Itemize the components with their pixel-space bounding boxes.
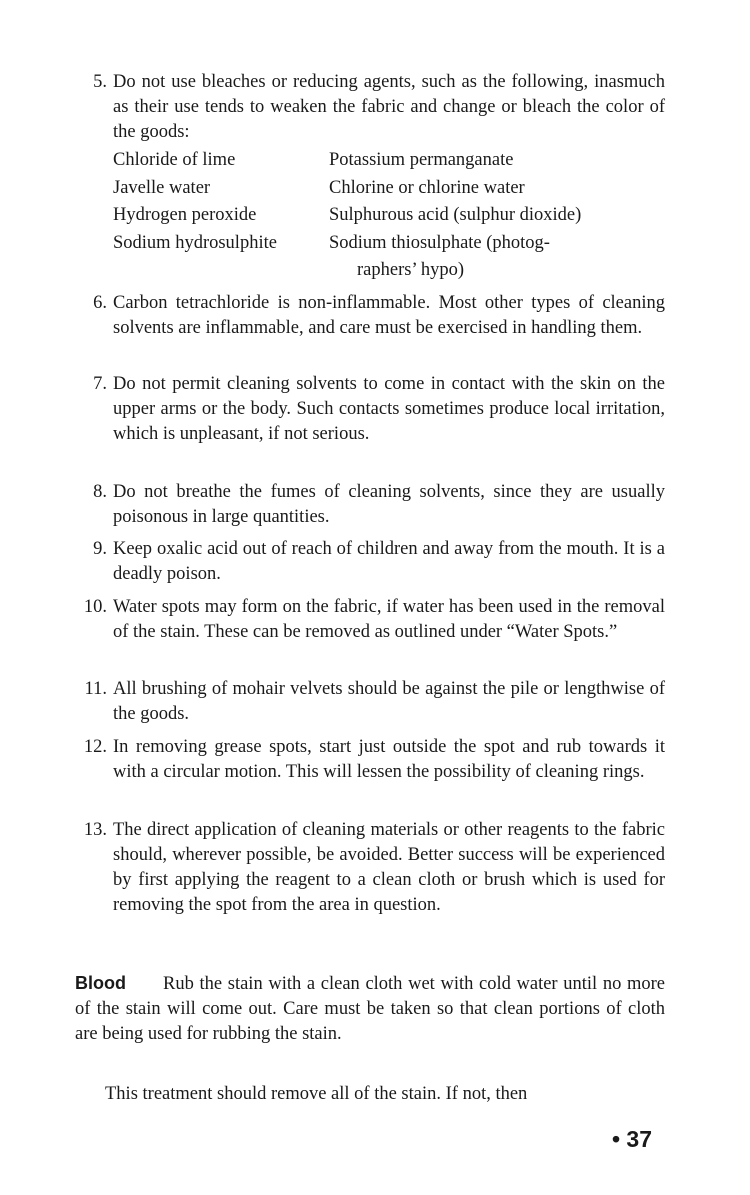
blood-section [75, 971, 665, 1047]
item-number: 10. [83, 597, 107, 617]
item-text: The direct application of cleaning materials or other reagents to the fabric should, wherever possible, be avoided. Better success will be experienced by first applying the reagent to a clean cloth or brush which is used for removing the spot from the area in question. [113, 820, 665, 915]
agent-right-cell [329, 230, 673, 285]
agents-row [113, 230, 673, 285]
item-number: 5. [93, 72, 107, 92]
item-text: Do not permit cleaning solvents to come in contact with the skin on the upper arms or the body. Such contacts sometimes produce local irritation, which is unpleasant, if not serious. [113, 374, 665, 444]
item-text: Do not breathe the fumes of cleaning solvents, since they are usually poisonous in large quantities. [113, 482, 665, 527]
agents-row [113, 202, 673, 230]
blood-text: Rub the stain with a clean cloth wet with cold water until no more of the stain will come out. Care must be taken so that clean portions of cloth are being used for rubbing the stain. [75, 974, 665, 1044]
section-heading: Blood [75, 973, 126, 993]
agents-row [113, 147, 673, 175]
item-text: In removing grease spots, start just outside the spot and rub towards it with a circular motion. This will lessen the possibility of cleaning rings. [113, 737, 665, 782]
item-number: 9. [93, 539, 107, 559]
list-item [75, 818, 665, 918]
item-text: Water spots may form on the fabric, if water has been used in the removal of the stain. These can be removed as outlined under “Water Spots.” [113, 597, 665, 642]
item-text: Carbon tetrachloride is non-inflammable. Most other types of cleaning solvents are inflammable, and care must be exercised in handling them. [113, 293, 665, 338]
item-number: 13. [83, 820, 107, 840]
list-item [75, 291, 665, 341]
agent-left: Javelle water [113, 177, 211, 198]
agent-right: Sodium thiosulphate (photog- [329, 232, 550, 253]
list-item [75, 372, 665, 447]
list-item [75, 480, 665, 530]
item-number: 12. [83, 737, 107, 757]
item-text: Keep oxalic acid out of reach of children and away from the mouth. It is a deadly poison. [113, 539, 665, 584]
agent-right: Sulphurous acid (sulphur dioxide) [329, 205, 582, 225]
item-text: All brushing of mohair velvets should be against the pile or lengthwise of the goods. [113, 679, 665, 724]
item-number: 6. [93, 293, 107, 313]
list-item [75, 677, 665, 727]
list-item [75, 735, 665, 785]
item-number: 7. [93, 374, 107, 394]
page-number: • 37 [611, 1126, 652, 1152]
closing-paragraph: This treatment should remove all of the stain. If not, then [105, 1084, 528, 1104]
agent-left: Hydrogen peroxide [113, 205, 257, 225]
item-number: 11. [84, 679, 107, 699]
agents-row [113, 175, 673, 203]
list-item [75, 70, 665, 145]
agent-right: Potassium permanganate [329, 150, 514, 170]
agent-right-continuation: raphers’ hypo) [357, 260, 465, 280]
list-item [75, 537, 665, 587]
agent-right: Chlorine or chlorine water [329, 177, 525, 198]
agent-left: Sodium hydrosulphite [113, 232, 277, 253]
blood-paragraph [75, 971, 665, 1047]
agent-left: Chloride of lime [113, 150, 236, 170]
list-item [75, 595, 665, 645]
item-number: 8. [93, 482, 107, 502]
agents-table [113, 147, 673, 285]
item-text: Do not use bleaches or reducing agents, such as the following, inasmuch as their use tends to weaken the fabric and change or bleach the color of the goods: [113, 72, 665, 142]
